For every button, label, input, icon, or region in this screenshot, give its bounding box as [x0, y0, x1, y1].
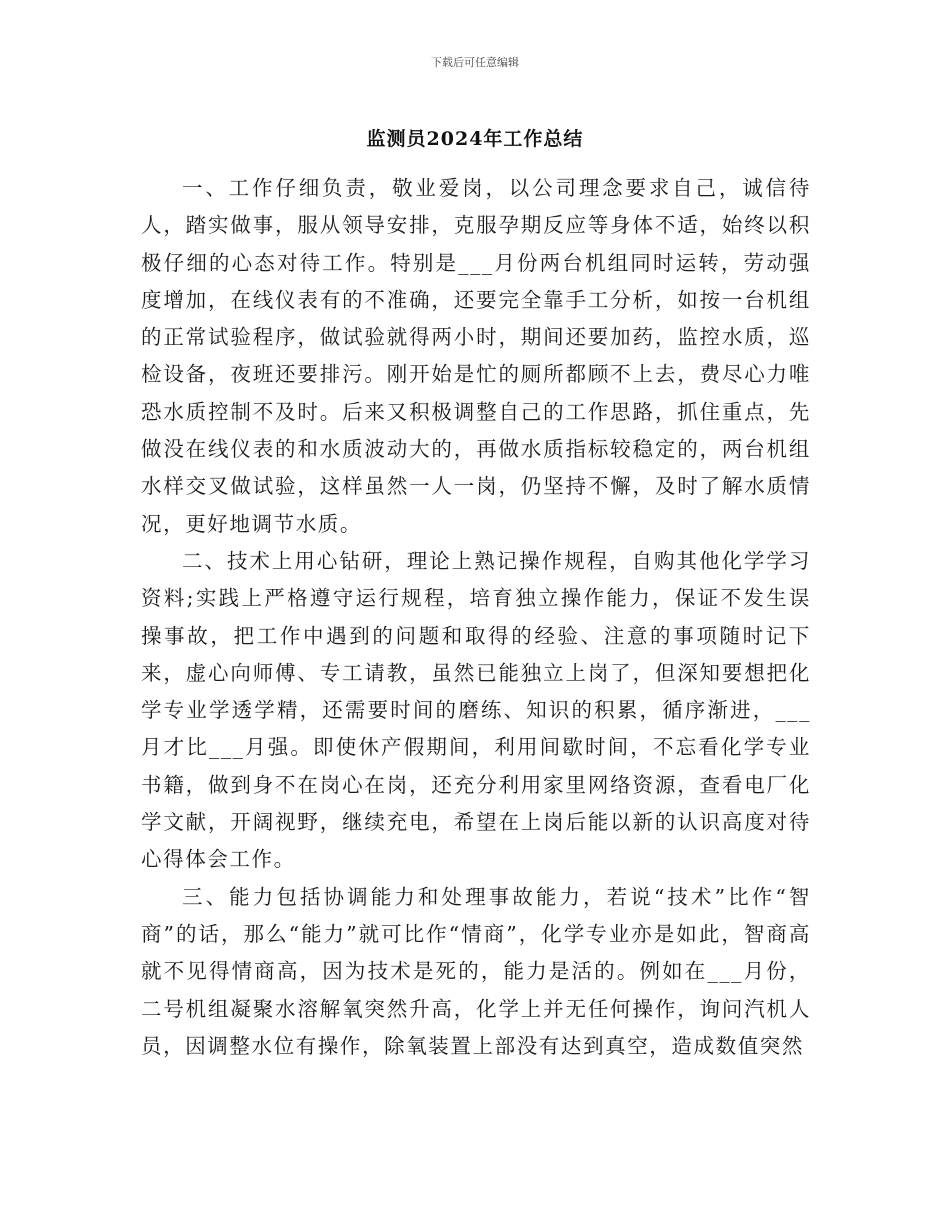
paragraph-1: 一、工作仔细负责，敬业爱岗，以公司理念要求自己，诚信待人，踏实做事，服从领导安排，克服孕期反应等身体不适，始终以积极仔细的心态对待工作。特别是___月份两台机组同时运转，劳动强度增加，在线仪表有的不准确，还要完全靠手工分析，如按一台机组的正常试验程序，做试验就得两小时，期间还要加药，监控水质，巡检设备，夜班还要排污。刚开始是忙的厕所都顾不上去，费尽心力唯恐水质控制不及时。后来又积极调整自己的工作思路，抓住重点，先做没在线仪表的和水质波动大的，再做水质指标较稳定的，两台机组水样交叉做试验，这样虽然一人一岗，仍坚持不懈，及时了解水质情况，更好地调节水质。	[141, 176, 811, 536]
page-header-note: 下载后可任意编辑	[431, 56, 519, 69]
document-body	[141, 170, 811, 1065]
paragraph-3: 三、能力包括协调能力和处理事故能力，若说“技术”比作“智商”的话，那么“能力”就可比作“情商”，化学专业亦是如此，智商高就不见得情商高，因为技术是死的，能力是活的。例如在___月份，二号机组凝聚水溶解氧突然升高，化学上并无任何操作，询问汽机人员，因调整水位有操作，除氧装置上部没有达到真空，造成数值突然	[141, 884, 811, 1058]
document-title: 监测员2024年工作总结	[366, 128, 584, 150]
paragraph-2: 二、技术上用心钻研，理论上熟记操作规程，自购其他化学学习资料;实践上严格遵守运行规程，培育独立操作能力，保证不发生误操事故，把工作中遇到的问题和取得的经验、注意的事项随时记下来，虚心向师傅、专工请教，虽然已能独立上岗了，但深知要想把化学专业学透学精，还需要时间的磨练、知识的积累，循序渐进，___月才比___月强。即使休产假期间，利用间歇时间，不忘看化学专业书籍，做到身不在岗心在岗，还充分利用家里网络资源，查看电厂化学文献，开阔视野，继续充电，希望在上岗后能以新的认识高度对待心得体会工作。	[141, 548, 811, 872]
